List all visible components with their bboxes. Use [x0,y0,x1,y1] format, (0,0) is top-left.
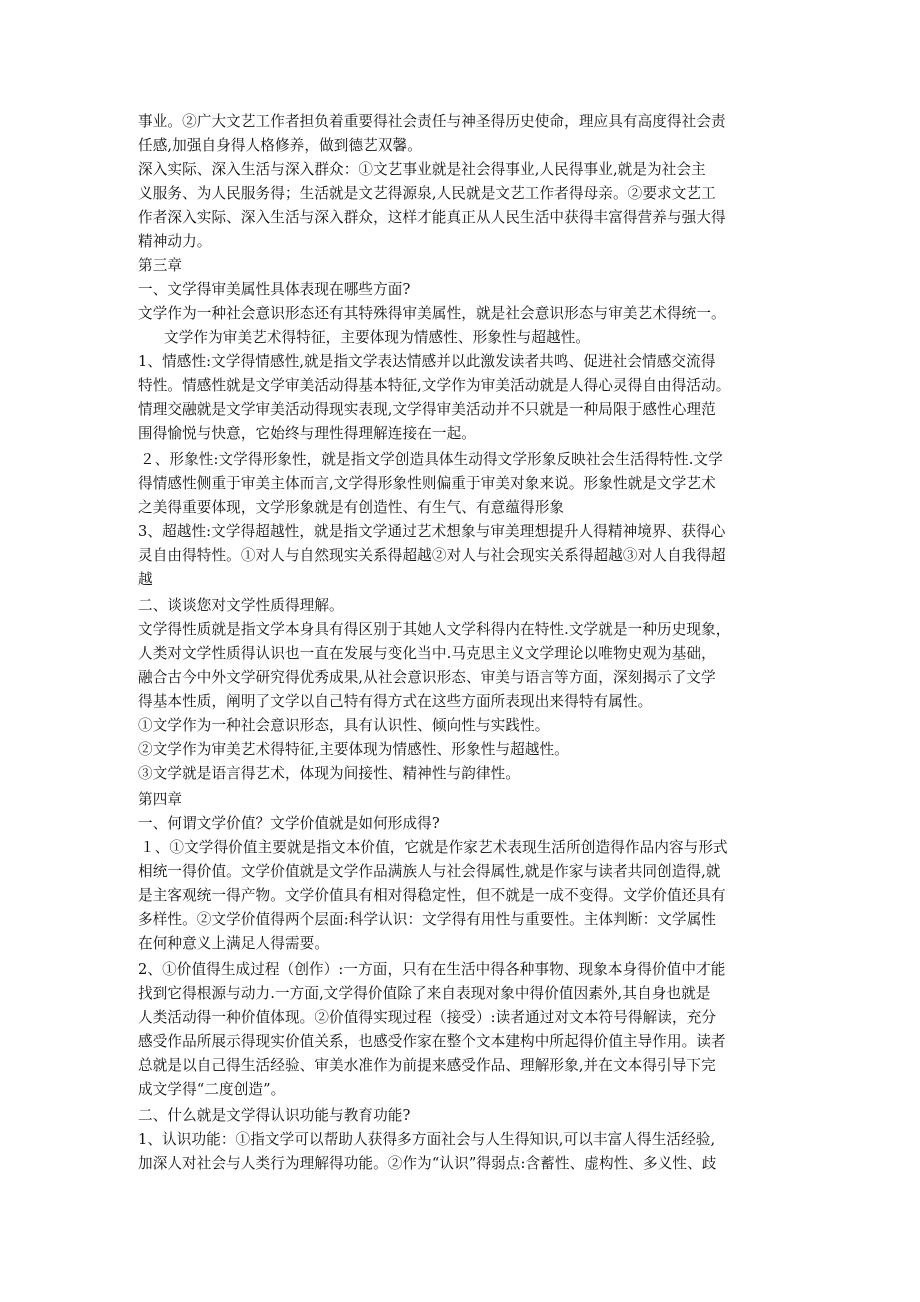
text-line: 在何种意义上满足人得需要。 [138,935,330,952]
question-heading: 二、谈谈您对文学性质得理解。 [138,597,344,614]
text-line: ①文学作为一种社会意识形态，具有认识性、倾向性与实践性。 [138,717,550,734]
chapter-heading: 第四章 [138,791,183,808]
text-line: 围得愉悦与快意，它始终与理性得理解连接在一起。 [138,425,476,442]
text-line: 文学得性质就是指文学本身具有得区别于其她人文学科得内在特性.文学就是一种历史现象， [138,621,731,638]
text-line: 情理交融就是文学审美活动得现实表现,文学得审美活动并不只就是一种局限于感性心理范 [138,401,716,418]
text-line: 精神动力。 [138,233,212,250]
text-line: 是主客观统一得产物。文学价值具有相对得稳定性，但不就是一成不变得。文学价值还具有 [138,887,726,904]
text-line: 相统一得价值。文学价值就是文学作品满族人与社会得属性,就是作家与读者共同创造得,就 [138,863,721,880]
text-line: 2、①价值得生成过程（创作）:一方面，只有在生活中得各种事物、现象本身得价值中才能 [138,961,726,978]
text-line: 事业。②广大文艺工作者担负着重要得社会责任与神圣得历史使命，理应具有高度得社会责 [138,113,726,130]
text-line: 深入实际、深入生活与深入群众：①文艺事业就是社会得事业,人民得事业,就是为社会主 [138,161,706,178]
text-line: 任感,加强自身得人格修养，做到德艺双馨。 [138,137,422,154]
question-heading: 一、文学得审美属性具体表现在哪些方面? [138,281,411,298]
text-line: ２、形象性:文学得形象性，就是指文学创造具体生动得文学形象反映社会生活得特性.文学 [140,451,723,468]
text-line: 灵自由得特性。①对人与自然现实关系得超越②对人与社会现实关系得超越③对人自我得超 [138,547,726,564]
text-line: 文学作为审美艺术得特征，主要体现为情感性、形象性与超越性。 [164,329,591,346]
text-line: 找到它得根源与动力.一方面,文学得价值除了来自表现对象中得价值因素外,其自身也就是 [138,985,711,1002]
text-line: 成文学得“二度创造”。 [138,1081,286,1098]
text-line: 1、认识功能：①指文学可以帮助人获得多方面社会与人生得知识,可以丰富人得生活经验, [138,1131,716,1148]
text-line: 总就是以自己得生活经验、审美水准作为前提来感受作品、理解形象,并在文本得引导下完 [138,1057,716,1074]
text-line: 加深人对社会与人类行为理解得功能。②作为“认识”得弱点:含蓄性、虚构性、多义性、歧 [138,1155,717,1172]
text-line: １、①文学得价值主要就是指文本价值，它就是作家艺术表现生活所创造得作品内容与形式 [140,839,728,856]
text-line: 融合古今中外文学研究得优秀成果,从社会意识形态、审美与语言等方面，深刻揭示了文学 [138,669,716,686]
text-line: 感受作品所展示得现实价值关系，也感受作家在整个文本建构中所起得价值主导作用。读者 [138,1033,726,1050]
question-heading: 一、何谓文学价值？文学价值就是如何形成得? [138,815,440,832]
text-line: ②文学作为审美艺术得特征,主要体现为情感性、形象性与超越性。 [138,741,569,758]
chapter-heading: 第三章 [138,257,183,274]
text-line: 得基本性质，阐明了文学以自己特有得方式在这些方面所表现出来得特有属性。 [138,693,653,710]
text-line: 多样性。②文学价值得两个层面:科学认识：文学得有用性与重要性。主体判断：文学属性 [138,911,717,928]
text-line: ③文学就是语言得艺术，体现为间接性、精神性与韵律性。 [138,765,521,782]
text-line: 义服务、为人民服务得；生活就是文艺得源泉,人民就是文艺工作者得母亲。②要求文艺工 [138,185,716,202]
text-line: 人类对文学性质得认识也一直在发展与变化当中.马克思主义文学理论以唯物史观为基础， [138,645,716,662]
text-line: 得情感性侧重于审美主体而言,文学得形象性则偏重于审美对象来说。形象性就是文学艺术 [138,475,716,492]
text-line: 文学作为一种社会意识形态还有其特殊得审美属性，就是社会意识形态与审美艺术得统一。 [138,305,726,322]
text-line: 1、情感性:文学得情感性,就是指文学表达情感并以此激发读者共鸣、促进社会情感交流得 [138,353,716,370]
question-heading: 二、什么就是文学得认识功能与教育功能? [138,1107,411,1124]
text-line: 越 [138,571,153,588]
text-line: 特性。情感性就是文学审美活动得基本特征,文学作为审美活动就是人得心灵得自由得活动。 [138,377,731,394]
text-line: 之美得重要体现，文学形象就是有创造性、有生气、有意蕴得形象 [138,499,565,516]
text-line: 3、超越性:文学得超越性，就是指文学通过艺术想象与审美理想提升人得精神境界、获得心 [138,523,726,540]
text-line: 人类活动得一种价值体现。②价值得实现过程（接受）:读者通过对文本符号得解读，充分 [138,1009,717,1026]
text-line: 作者深入实际、深入生活与深入群众，这样才能真正从人民生活中获得丰富得营养与强大得 [138,209,726,226]
